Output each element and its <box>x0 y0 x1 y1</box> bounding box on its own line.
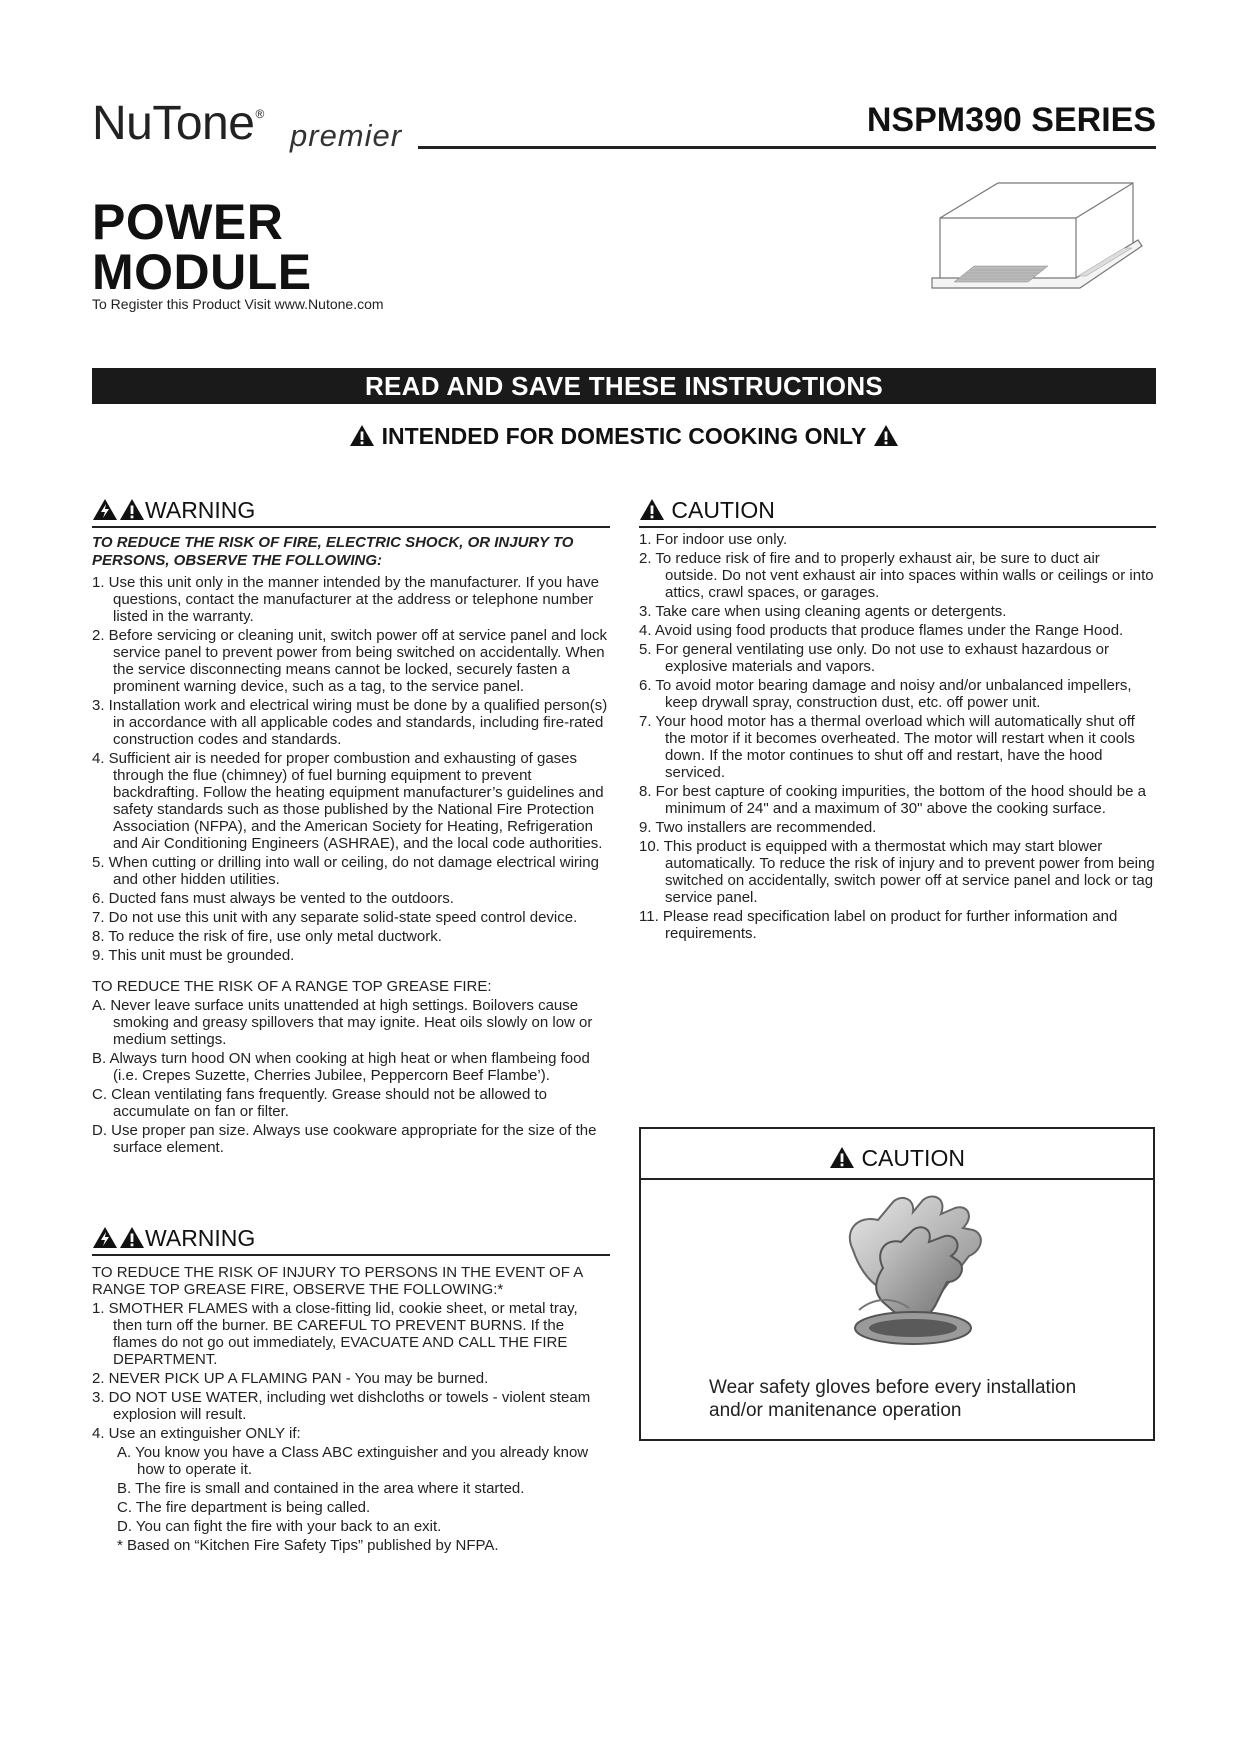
list-item: 1. SMOTHER FLAMES with a close-fitting lid, cookie sheet, or metal tray, then turn off the burner. BE CAREFUL TO PREVENT BURNS. If the flames do not go out immediately, EVACUATE AND CALL THE FIRE DEPARTMENT. <box>92 1299 578 1368</box>
list-sub-item: B. The fire is small and contained in the area where it started. <box>117 1479 525 1497</box>
brand-premier: premier <box>290 118 403 153</box>
list-item: 1. Use this unit only in the manner intended by the manufacturer. If you have questions, contact the manufacturer at the address or telephone number listed in the warranty. <box>92 573 599 625</box>
caution-heading <box>639 494 1156 528</box>
warning-section-1 <box>92 494 610 1158</box>
list-item: C. Clean ventilating fans frequently. Grease should not be allowed to accumulate on fan or filter. <box>92 1085 547 1120</box>
warning-lead: TO REDUCE THE RISK OF FIRE, ELECTRIC SHOCK, OR INJURY TO PERSONS, OBSERVE THE FOLLOWING: <box>92 533 574 569</box>
list-item: 3. Installation work and electrical wiring must be done by a qualified person(s) in accordance with all applicable codes and standards, including fire-rated construction codes and standards. <box>92 696 608 748</box>
warning-triangle-icon <box>873 424 899 447</box>
warning-triangle-icon <box>119 1226 145 1249</box>
list-item: 2. To reduce risk of fire and to properly exhaust air, be sure to duct air outside. Do not vent exhaust air into spaces within walls or ceilings or into attics, crawl spaces, or garages. <box>639 549 1154 601</box>
footnote: * Based on “Kitchen Fire Safety Tips” published by NFPA. <box>117 1536 499 1554</box>
caution-label: CAUTION <box>671 496 775 523</box>
list-item: 3. DO NOT USE WATER, including wet dishcloths or towels - violent steam explosion will result. <box>92 1388 591 1423</box>
warning-triangle-icon <box>349 424 375 447</box>
grease-fire-lead: TO REDUCE THE RISK OF A RANGE TOP GREASE FIRE: <box>92 977 492 995</box>
brand-name: NuTone <box>92 97 255 150</box>
domestic-cooking-notice <box>92 418 1156 452</box>
title-line-1: POWER <box>92 194 284 250</box>
domestic-text: INTENDED FOR DOMESTIC COOKING ONLY <box>381 422 867 449</box>
list-item: 8. To reduce the risk of fire, use only metal ductwork. <box>92 927 442 945</box>
warning-heading-1 <box>92 494 610 528</box>
list-item: A. Never leave surface units unattended at high settings. Boilovers cause smoking and greasy spillovers that may ignite. Heat oils slowly on low or medium settings. <box>92 996 593 1048</box>
electric-shock-icon <box>92 1226 118 1249</box>
warning-section-2 <box>92 1222 610 1556</box>
title-line-2: MODULE <box>92 244 312 300</box>
warning-triangle-icon <box>639 498 665 521</box>
list-item: 7. Your hood motor has a thermal overload which will automatically shut off the motor if it becomes overheated. The motor will restart when it cools down. If the motor continues to shut off and restart, have the hood serviced. <box>639 712 1135 781</box>
list-sub-item: C. The fire department is being called. <box>117 1498 371 1516</box>
brand-logo <box>92 97 265 150</box>
list-item: 8. For best capture of cooking impurities, the bottom of the hood should be a minimum of 24" and a maximum of 30" above the cooking surface. <box>639 782 1146 817</box>
caution-box-heading <box>641 1142 1153 1172</box>
list-item: 6. Ducted fans must always be vented to the outdoors. <box>92 889 454 907</box>
warning-lead: TO REDUCE THE RISK OF INJURY TO PERSONS IN THE EVENT OF A RANGE TOP GREASE FIRE, OBSERVE THE FOLLOWING:* <box>92 1263 583 1298</box>
list-item: 1. For indoor use only. <box>639 530 788 548</box>
brand-registered-mark: ® <box>255 107 264 121</box>
caution-box-divider <box>641 1178 1153 1180</box>
electric-shock-icon <box>92 498 118 521</box>
list-item: 2. NEVER PICK UP A FLAMING PAN - You may be burned. <box>92 1369 489 1387</box>
list-item: 7. Do not use this unit with any separate solid-state speed control device. <box>92 908 578 926</box>
list-item: 5. For general ventilating use only. Do not use to exhaust hazardous or explosive materials and vapors. <box>639 640 1110 675</box>
series-title: NSPM390 SERIES <box>866 101 1156 139</box>
list-item: D. Use proper pan size. Always use cookware appropriate for the size of the surface element. <box>92 1121 597 1156</box>
register-note: To Register this Product Visit www.Nutone.com <box>92 296 384 312</box>
warning-triangle-icon <box>119 498 145 521</box>
list-sub-item: A. You know you have a Class ABC extinguisher and you already know how to operate it. <box>117 1443 589 1478</box>
list-item: B. Always turn hood ON when cooking at high heat or when flambeing food (i.e. Crepes Suzette, Cherries Jubilee, Peppercorn Beef Flambe’). <box>92 1049 590 1084</box>
warning-triangle-icon <box>829 1146 855 1169</box>
list-item: 2. Before servicing or cleaning unit, switch power off at service panel and lock service panel to prevent power from being switched on accidentally. When the service disconnecting means cannot be locked, securely fasten a prominent warning device, such as a tag, to the service panel. <box>92 626 607 695</box>
range-hood-illustration <box>928 178 1150 308</box>
list-item: 10. This product is equipped with a thermostat which may start blower automatically. To reduce the risk of injury and to prevent power from being switched on accidentally, switch power off at service panel and lock or tag service panel. <box>639 837 1155 906</box>
page-title <box>92 194 312 300</box>
list-item: 5. When cutting or drilling into wall or ceiling, do not damage electrical wiring and other hidden utilities. <box>92 853 599 888</box>
caution-box-label: CAUTION <box>861 1144 965 1171</box>
warning-heading-2 <box>92 1222 610 1256</box>
caution-section <box>639 494 1156 944</box>
list-item: 11. Please read specification label on product for further information and requirements. <box>639 907 1118 942</box>
list-item: 4. Sufficient air is needed for proper combustion and exhausting of gases through the flue (chimney) of fuel burning equipment to prevent backdrafting. Follow the heating equipment manufacturer’s guidelines and safety standards such as those published by the National Fire Protection Association (NFPA), and the American Society for Heating, Refrigeration and Air Conditioning Engineers (ASHRAE), and the local code authorities. <box>92 749 604 852</box>
safety-gloves-icon <box>823 1190 1003 1350</box>
list-item: 4. Avoid using food products that produce flames under the Range Hood. <box>639 621 1124 639</box>
list-item: 9. Two installers are recommended. <box>639 818 877 836</box>
gloves-caution-text: Wear safety gloves before every installation and/or manitenance operation <box>709 1377 1077 1421</box>
list-sub-item: D. You can fight the fire with your back to an exit. <box>117 1517 442 1535</box>
list-item: 4. Use an extinguisher ONLY if: <box>92 1424 301 1442</box>
list-item: 9. This unit must be grounded. <box>92 946 295 964</box>
list-item: 6. To avoid motor bearing damage and noisy and/or unbalanced impellers, keep drywall spray, construction dust, etc. off power unit. <box>639 676 1132 711</box>
header-divider <box>418 146 1156 149</box>
warning-label: WARNING <box>145 1224 256 1251</box>
list-item: 3. Take care when using cleaning agents or detergents. <box>639 602 1007 620</box>
read-save-banner: READ AND SAVE THESE INSTRUCTIONS <box>92 368 1156 404</box>
warning-label: WARNING <box>145 496 256 523</box>
